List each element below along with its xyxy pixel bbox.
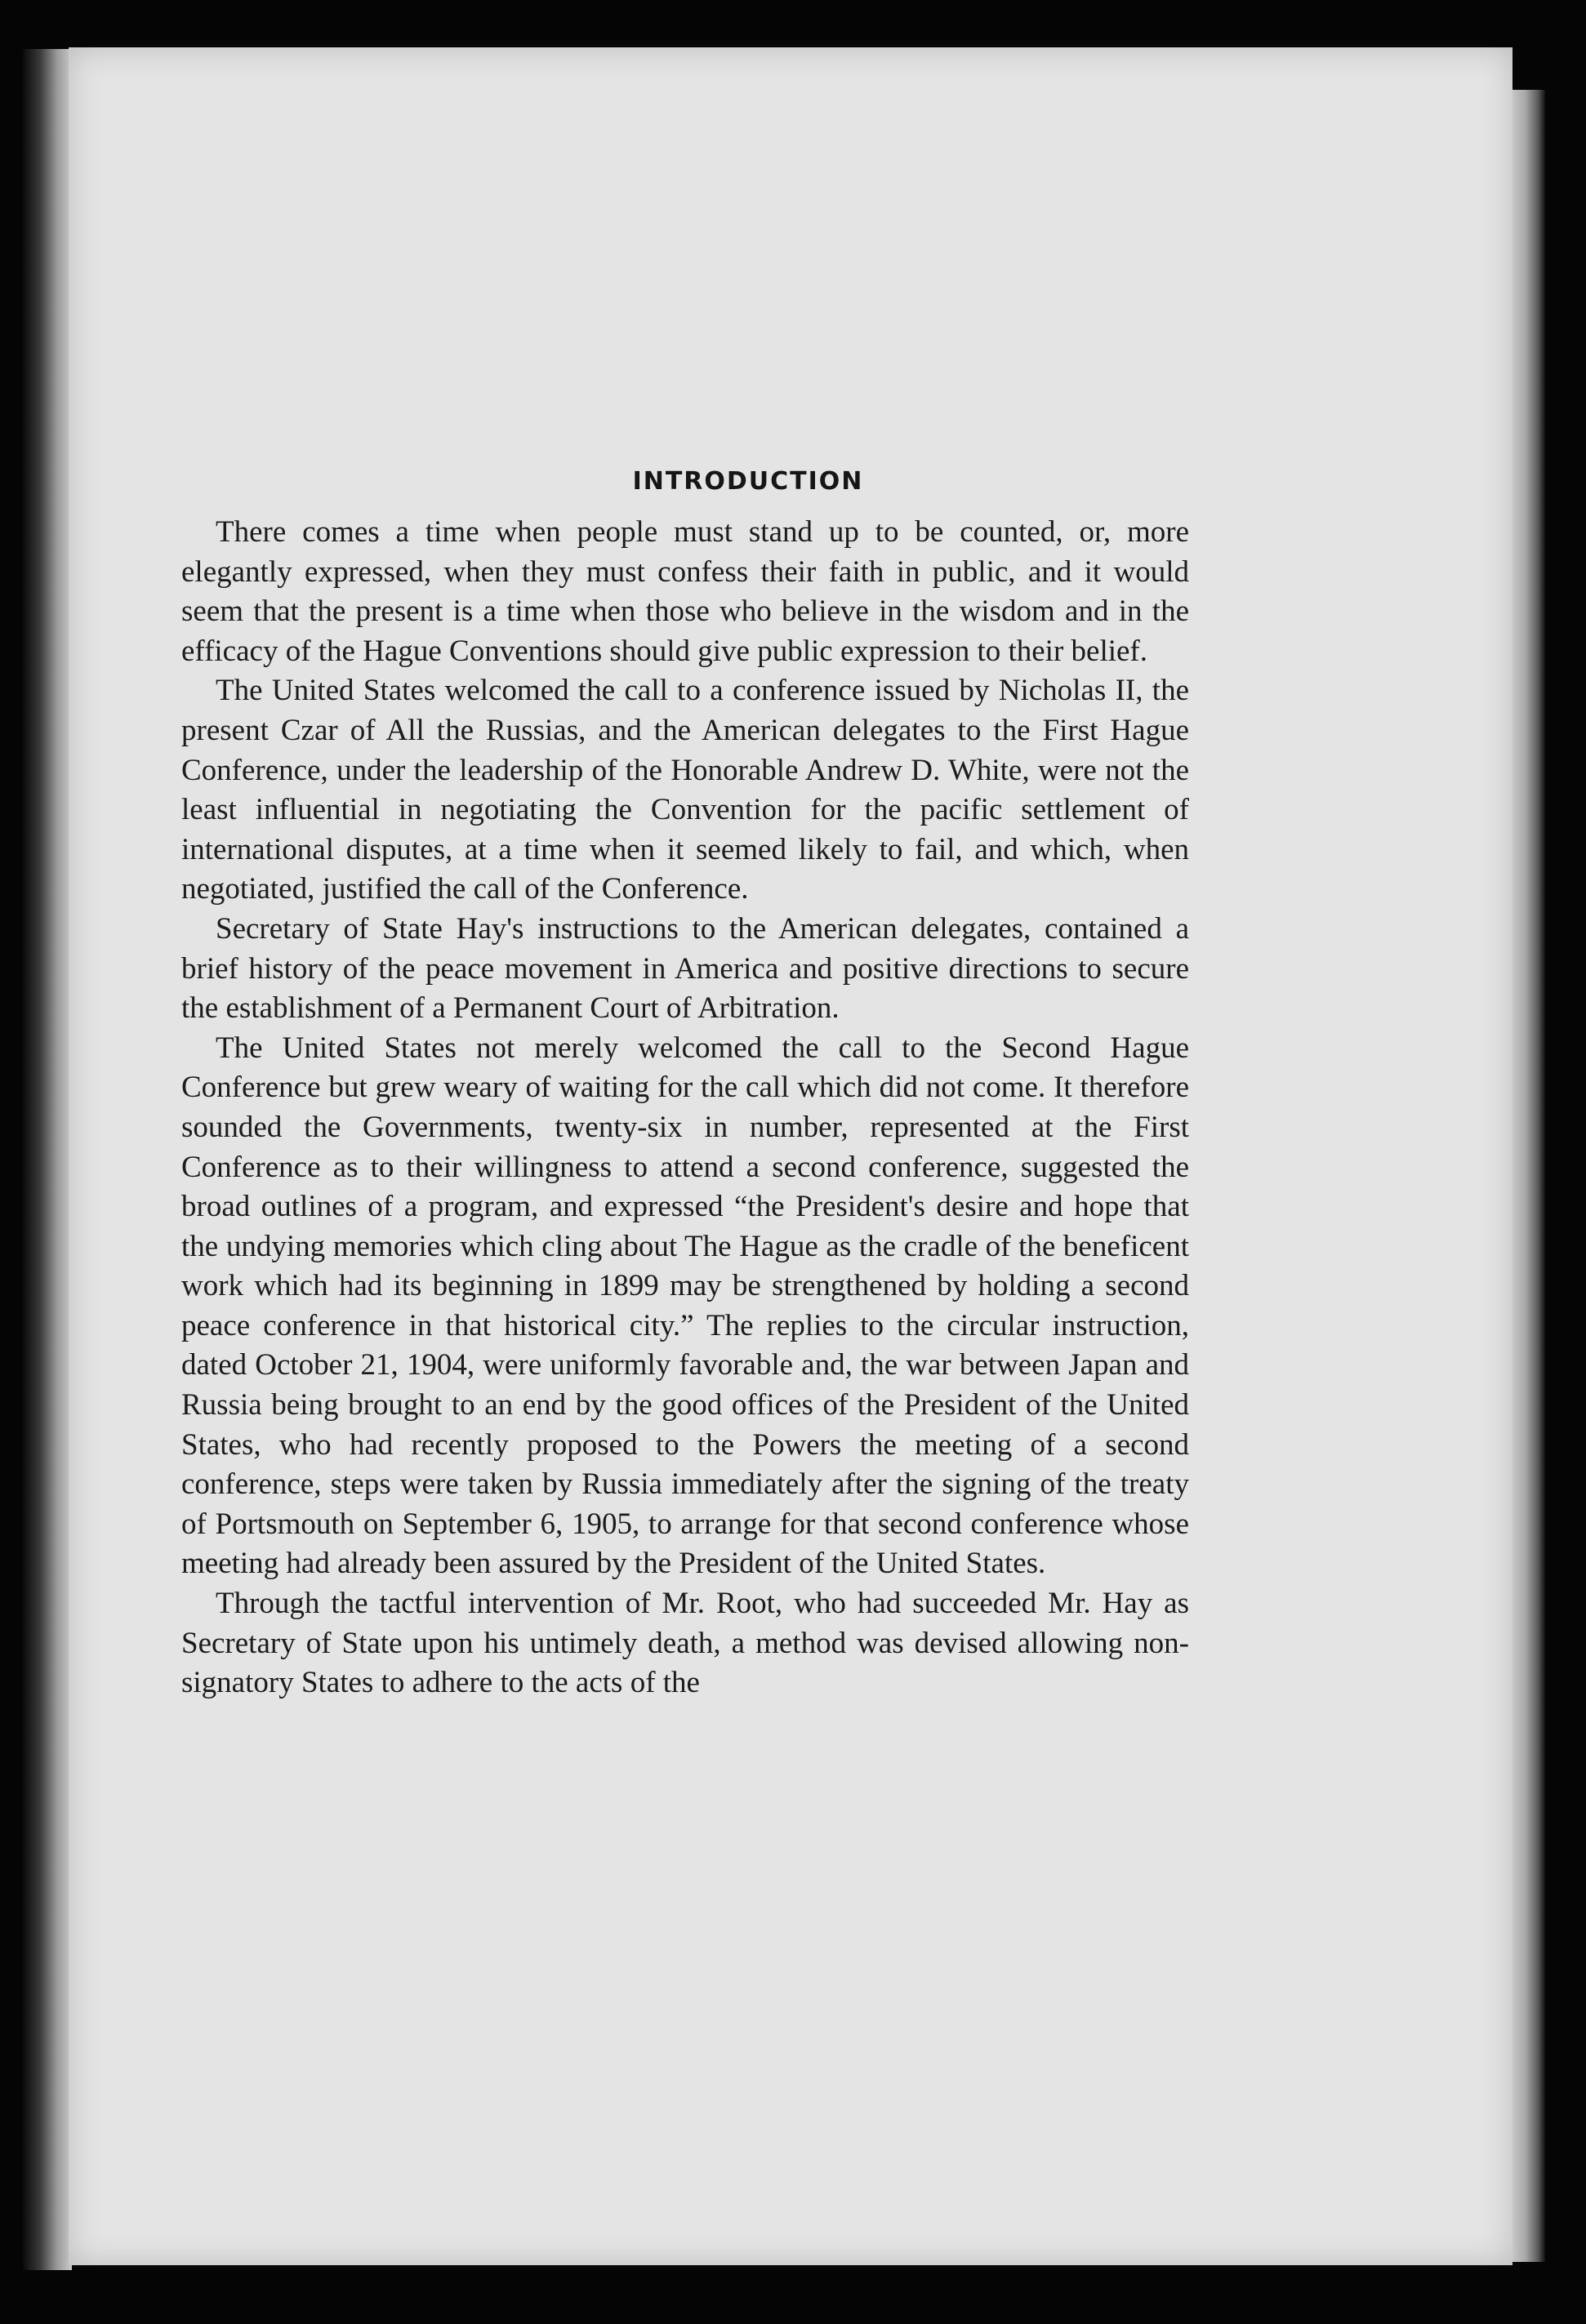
- paragraph: The United States not merely welcomed the call to the Second Hague Conference but grew weary of waiting for the call which did not come. It therefore sounded the Governments, twenty-six in number, represented at the First Conference as to their willingness to attend a second conference, suggested the broad outlines of a program, and expressed “the President's desire and hope that the undying memories which cling about The Hague as the cradle of the beneficent work which had its beginning in 1899 may be strengthened by holding a second peace conference in that historical city.” The replies to the circular instruction, dated October 21, 1904, were uniformly favorable and, the war between Japan and Russia being brought to an end by the good offices of the President of the United States, who had recently proposed to the Powers the meeting of a second conference, steps were taken by Russia immediately after the signing of the treaty of Portsmouth on September 6, 1905, to arrange for that second conference whose meeting had already been assured by the President of the United States.: [181, 1031, 1189, 1581]
- paragraph: Secretary of State Hay's instructions to the American delegates, contained a brief history of the peace movement in America and positive directions to secure the establishment of a Permanent Court of Arbitration.: [181, 911, 1189, 1026]
- body-text: [181, 513, 1189, 1703]
- page-sheet: [69, 47, 1512, 2265]
- left-page-edge: [23, 49, 72, 2270]
- right-page-edge: [1509, 90, 1545, 2262]
- paragraph: The United States welcomed the call to a conference issued by Nicholas II, the present Czar of All the Russias, and the American delegates to the First Hague Conference, under the leadership of the Honorable Andrew D. White, were not the least influential in negotiating the Convention for the pacific settlement of international disputes, at a time when it seemed likely to fail, and which, when negotiated, justified the call of the Conference.: [181, 674, 1189, 906]
- paragraph: There comes a time when people must stand up to be counted, or, more elegantly expressed, when they must confess their faith in public, and it would seem that the present is a time when those who believe in the wisdom and in the efficacy of the Hague Conventions should give public expression to their belief.: [181, 515, 1189, 668]
- paragraph: Through the tactful intervention of Mr. Root, who had succeeded Mr. Hay as Secretary of State upon his untimely death, a method was devised allowing non-signatory States to adhere to the acts of the: [181, 1587, 1189, 1700]
- page-heading: INTRODUCTION: [632, 467, 864, 496]
